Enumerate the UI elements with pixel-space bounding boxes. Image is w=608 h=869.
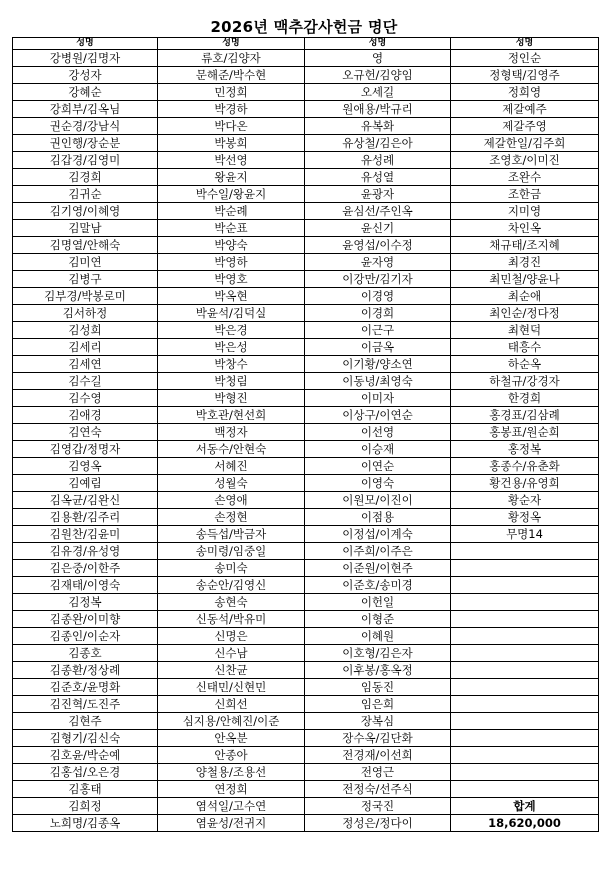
table-cell: 염석일/고수연 — [158, 798, 305, 815]
table-cell: 전정숙/선주식 — [305, 781, 451, 798]
table-cell: 김병구 — [13, 271, 158, 288]
table-cell: 장복심 — [305, 713, 451, 730]
header-row — [13, 38, 599, 50]
table-cell: 김원찬/김윤미 — [13, 526, 158, 543]
table-cell: 송미숙 — [158, 560, 305, 577]
table-cell: 박다온 — [158, 118, 305, 135]
table-row — [13, 713, 599, 730]
table-cell: 박창수 — [158, 356, 305, 373]
table-cell: 유상철/김은아 — [305, 135, 451, 152]
table-cell: 박은경 — [158, 322, 305, 339]
table-cell: 최민철/양윤나 — [451, 271, 599, 288]
table-row — [13, 611, 599, 628]
table-cell: 심지용/안혜진/이준 — [158, 713, 305, 730]
table-cell: 박영호 — [158, 271, 305, 288]
table-cell: 신명은 — [158, 628, 305, 645]
table-cell: 박선영 — [158, 152, 305, 169]
table-cell — [451, 696, 599, 713]
table-cell: 이기황/양소연 — [305, 356, 451, 373]
table-row — [13, 458, 599, 475]
table-cell — [451, 764, 599, 781]
table-row — [13, 84, 599, 101]
table-cell: 김경희 — [13, 169, 158, 186]
table-row — [13, 594, 599, 611]
table-cell: 연정희 — [158, 781, 305, 798]
table-cell: 이승재 — [305, 441, 451, 458]
table-cell: 김명열/안해숙 — [13, 237, 158, 254]
table-row — [13, 101, 599, 118]
table-cell: 박순례 — [158, 203, 305, 220]
table-row — [13, 339, 599, 356]
table-cell — [451, 577, 599, 594]
table-row — [13, 798, 599, 815]
table-cell: 신동석/박유미 — [158, 611, 305, 628]
table-row — [13, 67, 599, 84]
table-cell: 문해준/박수현 — [158, 67, 305, 84]
column-header: 성명 — [451, 38, 599, 50]
table-cell: 강혜순 — [13, 84, 158, 101]
table-cell: 권인행/장순분 — [13, 135, 158, 152]
table-cell: 김재태/이영숙 — [13, 577, 158, 594]
table-cell: 박순표 — [158, 220, 305, 237]
table-cell: 박영하 — [158, 254, 305, 271]
table-row — [13, 696, 599, 713]
table-cell: 김서하정 — [13, 305, 158, 322]
table-cell: 이호형/김은자 — [305, 645, 451, 662]
table-cell: 합계 — [451, 798, 599, 815]
table-cell: 이준원/이현주 — [305, 560, 451, 577]
table-cell: 박은성 — [158, 339, 305, 356]
table-cell: 김종환/정상례 — [13, 662, 158, 679]
table-cell: 김종호 — [13, 645, 158, 662]
column-header: 성명 — [13, 38, 158, 50]
table-cell: 김세리 — [13, 339, 158, 356]
table-cell: 박옥현 — [158, 288, 305, 305]
table-cell: 노희명/김종옥 — [13, 815, 158, 832]
table-cell: 임은희 — [305, 696, 451, 713]
table-cell: 이동녕/최영숙 — [305, 373, 451, 390]
table-cell: 이선영 — [305, 424, 451, 441]
table-cell: 송득섭/박금자 — [158, 526, 305, 543]
table-cell — [451, 730, 599, 747]
table-cell: 강성자 — [13, 67, 158, 84]
table-row — [13, 730, 599, 747]
table-cell: 김유경/유성영 — [13, 543, 158, 560]
table-cell: 김영갑/정명자 — [13, 441, 158, 458]
table-cell: 김부경/박봉로미 — [13, 288, 158, 305]
table-row — [13, 152, 599, 169]
table-row — [13, 271, 599, 288]
table-cell: 채규태/조지혜 — [451, 237, 599, 254]
table-row — [13, 526, 599, 543]
table-row — [13, 475, 599, 492]
table-cell: 전경재/이선희 — [305, 747, 451, 764]
table-row — [13, 679, 599, 696]
column-header: 성명 — [305, 38, 451, 50]
table-row — [13, 543, 599, 560]
table-cell: 장수옥/김단화 — [305, 730, 451, 747]
table-cell: 전영근 — [305, 764, 451, 781]
table-cell: 신희선 — [158, 696, 305, 713]
table-cell: 신찬균 — [158, 662, 305, 679]
table-cell: 양철용/조용선 — [158, 764, 305, 781]
table-cell: 이경영 — [305, 288, 451, 305]
table-row — [13, 560, 599, 577]
document-title: 2026년 맥추감사헌금 명단 — [210, 18, 398, 36]
table-cell: 홍종수/유춘화 — [451, 458, 599, 475]
table-row — [13, 662, 599, 679]
table-cell: 김성희 — [13, 322, 158, 339]
table-cell: 정희영 — [451, 84, 599, 101]
table-row — [13, 764, 599, 781]
table-cell: 김수길 — [13, 373, 158, 390]
table-cell: 이미자 — [305, 390, 451, 407]
table-cell: 박윤석/김덕실 — [158, 305, 305, 322]
table-cell: 최순애 — [451, 288, 599, 305]
table-cell: 강병원/김명자 — [13, 50, 158, 67]
table-cell: 김용환/김주리 — [13, 509, 158, 526]
table-cell: 이연순 — [305, 458, 451, 475]
table-cell: 오규헌/김양임 — [305, 67, 451, 84]
table-row — [13, 288, 599, 305]
table-row — [13, 373, 599, 390]
table-cell — [451, 611, 599, 628]
table-cell: 왕윤지 — [158, 169, 305, 186]
table-cell — [451, 781, 599, 798]
table-body — [13, 50, 599, 832]
table-cell: 이헌일 — [305, 594, 451, 611]
table-row — [13, 305, 599, 322]
table-cell: 윤신기 — [305, 220, 451, 237]
table-cell: 김미연 — [13, 254, 158, 271]
table-cell: 윤자영 — [305, 254, 451, 271]
table-cell: 홍봉표/원순희 — [451, 424, 599, 441]
table-cell: 지미영 — [451, 203, 599, 220]
table-cell: 18,620,000 — [451, 815, 599, 832]
table-cell: 김진혁/도진주 — [13, 696, 158, 713]
table-cell: 김종인/이순자 — [13, 628, 158, 645]
table-cell: 이근구 — [305, 322, 451, 339]
table-cell: 권순경/강남식 — [13, 118, 158, 135]
table-cell: 김홍섭/오은경 — [13, 764, 158, 781]
table-cell: 이혜원 — [305, 628, 451, 645]
table-cell: 태흥수 — [451, 339, 599, 356]
table-cell — [451, 560, 599, 577]
table-cell: 김수영 — [13, 390, 158, 407]
table-cell: 황순자 — [451, 492, 599, 509]
table-row — [13, 407, 599, 424]
table-cell: 김옥균/김완신 — [13, 492, 158, 509]
table-cell: 손영애 — [158, 492, 305, 509]
table-row — [13, 203, 599, 220]
table-cell: 제갈주영 — [451, 118, 599, 135]
table-row — [13, 747, 599, 764]
table-cell: 김현주 — [13, 713, 158, 730]
table-cell: 박수일/왕윤지 — [158, 186, 305, 203]
table-cell — [451, 747, 599, 764]
table-cell: 박호관/현선희 — [158, 407, 305, 424]
table-row — [13, 390, 599, 407]
donor-table — [12, 37, 599, 832]
table-cell: 정국진 — [305, 798, 451, 815]
table-cell — [451, 662, 599, 679]
table-cell: 이후봉/홍옥정 — [305, 662, 451, 679]
table-cell: 윤영섭/이수정 — [305, 237, 451, 254]
table-row — [13, 509, 599, 526]
table-cell: 제갈예주 — [451, 101, 599, 118]
table-row — [13, 50, 599, 67]
table-row — [13, 815, 599, 832]
table-row — [13, 169, 599, 186]
table-row — [13, 118, 599, 135]
table-cell: 홍경표/김삼례 — [451, 407, 599, 424]
table-cell: 김희정 — [13, 798, 158, 815]
table-row — [13, 492, 599, 509]
table-cell: 박형진 — [158, 390, 305, 407]
table-cell: 홍정복 — [451, 441, 599, 458]
table-cell: 이경희 — [305, 305, 451, 322]
table-cell: 조완수 — [451, 169, 599, 186]
table-cell: 김기영/이혜영 — [13, 203, 158, 220]
table-cell: 이점용 — [305, 509, 451, 526]
table-cell: 성월숙 — [158, 475, 305, 492]
table-cell: 김말남 — [13, 220, 158, 237]
table-cell: 무명14 — [451, 526, 599, 543]
table-cell: 정형택/김영주 — [451, 67, 599, 84]
table-cell: 한경희 — [451, 390, 599, 407]
table-cell: 최인순/정다정 — [451, 305, 599, 322]
table-cell: 신수남 — [158, 645, 305, 662]
table-cell: 김홍태 — [13, 781, 158, 798]
table-cell: 박양숙 — [158, 237, 305, 254]
table-cell: 손정현 — [158, 509, 305, 526]
table-row — [13, 220, 599, 237]
table-cell: 최현덕 — [451, 322, 599, 339]
table-cell: 이영숙 — [305, 475, 451, 492]
table-cell: 민정희 — [158, 84, 305, 101]
table-cell: 제갈한일/김주희 — [451, 135, 599, 152]
table-cell: 하철규/강경자 — [451, 373, 599, 390]
table-cell: 강희부/김옥님 — [13, 101, 158, 118]
table-cell: 유복화 — [305, 118, 451, 135]
table-cell — [451, 594, 599, 611]
table-cell: 임동진 — [305, 679, 451, 696]
table-cell: 류호/김양자 — [158, 50, 305, 67]
table-cell: 영 — [305, 50, 451, 67]
table-cell: 오세길 — [305, 84, 451, 101]
table-row — [13, 322, 599, 339]
table-cell: 박봉희 — [158, 135, 305, 152]
table-cell: 김갑경/김영미 — [13, 152, 158, 169]
table-cell: 유성례 — [305, 152, 451, 169]
column-header: 성명 — [158, 38, 305, 50]
table-cell: 이원모/이진이 — [305, 492, 451, 509]
table-cell: 안종아 — [158, 747, 305, 764]
table-cell: 하순옥 — [451, 356, 599, 373]
table-cell: 김은중/이한주 — [13, 560, 158, 577]
table-cell: 염윤성/전귀지 — [158, 815, 305, 832]
table-cell: 박청림 — [158, 373, 305, 390]
table-cell: 김연숙 — [13, 424, 158, 441]
table-cell: 김정복 — [13, 594, 158, 611]
table-row — [13, 645, 599, 662]
table-row — [13, 186, 599, 203]
table-cell: 조영호/이미진 — [451, 152, 599, 169]
table-row — [13, 356, 599, 373]
table-cell: 이상구/이연순 — [305, 407, 451, 424]
table-cell: 차인옥 — [451, 220, 599, 237]
table-cell: 유성열 — [305, 169, 451, 186]
table-cell: 이형준 — [305, 611, 451, 628]
table-cell: 송순안/김영신 — [158, 577, 305, 594]
table-cell: 김애경 — [13, 407, 158, 424]
table-cell: 이준호/송미경 — [305, 577, 451, 594]
table-cell — [451, 713, 599, 730]
table-cell: 윤심선/주인옥 — [305, 203, 451, 220]
table-cell — [451, 645, 599, 662]
table-cell: 김세연 — [13, 356, 158, 373]
table-cell: 김귀순 — [13, 186, 158, 203]
table-cell: 윤광자 — [305, 186, 451, 203]
table-cell — [451, 543, 599, 560]
table-cell: 원애용/박규리 — [305, 101, 451, 118]
table-cell: 서동수/안현숙 — [158, 441, 305, 458]
table-cell: 황건용/유영희 — [451, 475, 599, 492]
table-cell: 안옥분 — [158, 730, 305, 747]
table-row — [13, 135, 599, 152]
table-cell: 이주희/이주은 — [305, 543, 451, 560]
table-row — [13, 628, 599, 645]
table-row — [13, 441, 599, 458]
table-cell: 최경진 — [451, 254, 599, 271]
table-cell — [451, 628, 599, 645]
table-row — [13, 577, 599, 594]
table-cell: 박경하 — [158, 101, 305, 118]
table-cell: 이강만/김기자 — [305, 271, 451, 288]
table-cell: 김영옥 — [13, 458, 158, 475]
table-cell: 정인순 — [451, 50, 599, 67]
table-cell: 이정섭/이계숙 — [305, 526, 451, 543]
table-cell: 송미령/임중일 — [158, 543, 305, 560]
table-cell: 황정옥 — [451, 509, 599, 526]
table-cell: 김형기/김신숙 — [13, 730, 158, 747]
table-cell: 송현숙 — [158, 594, 305, 611]
table-cell: 신태민/신현민 — [158, 679, 305, 696]
table-cell: 김준호/윤명화 — [13, 679, 158, 696]
table-cell: 조한금 — [451, 186, 599, 203]
table-cell: 서혜진 — [158, 458, 305, 475]
table-row — [13, 237, 599, 254]
table-row — [13, 254, 599, 271]
table-cell: 김호윤/박순예 — [13, 747, 158, 764]
table-row — [13, 781, 599, 798]
table-cell: 이금옥 — [305, 339, 451, 356]
table-cell — [451, 679, 599, 696]
table-cell: 백정자 — [158, 424, 305, 441]
table-cell: 정성은/정다이 — [305, 815, 451, 832]
table-cell: 김종완/이미향 — [13, 611, 158, 628]
table-cell: 김예림 — [13, 475, 158, 492]
table-row — [13, 424, 599, 441]
